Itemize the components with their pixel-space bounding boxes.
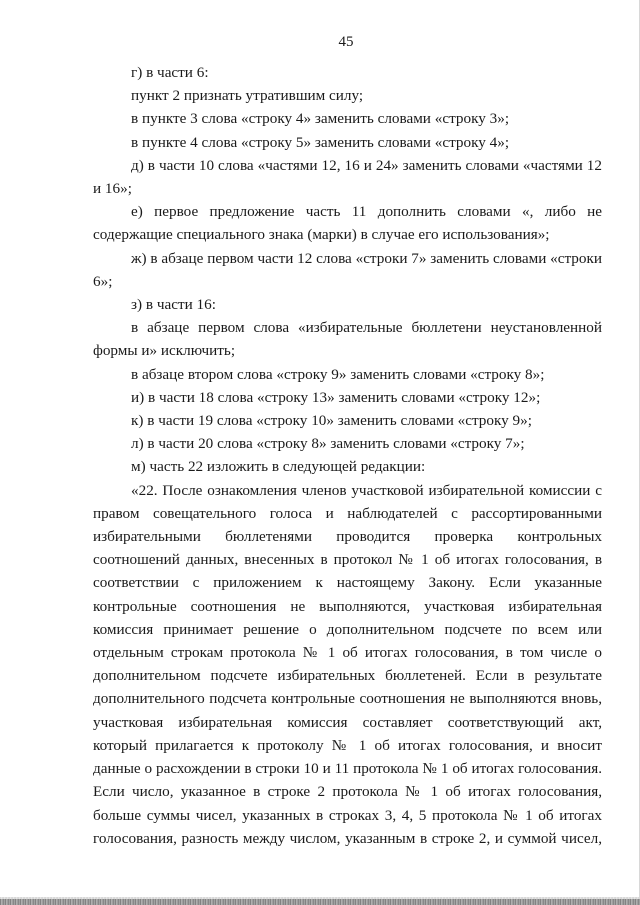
paragraph-l: л) в части 20 слова «строку 8» заменить словами «строку 7»;: [131, 435, 525, 453]
paragraph-g-item-2: в пункте 3 слова «строку 4» заменить словами «строку 3»;: [131, 110, 510, 128]
paragraph-g: г) в части 6:: [131, 64, 209, 81]
document-body: [93, 61, 602, 850]
paragraph-g-item-3: в пункте 4 слова «строку 5» заменить словами «строку 4»;: [131, 133, 510, 151]
paragraph-zh: ж) в абзаце первом части 12 слова «строки 7» заменить словами «строки 6»;: [93, 249, 602, 290]
paragraph-z: з) в части 16:: [131, 296, 216, 314]
paragraph-part-22: «22. После ознакомления членов участковой избирательной комиссии с правом совещательного голоса и наблюдателей с рассортированными избирательными бюллетенями проводится проверка контрольных соотношений данных, внесенных в протокол № 1 об итогах голосования, в соответствии с приложением к настоящему Закону. Если указанные контрольные соотношения не выполняются, участковая избирательная комиссия принимает решение о дополнительном подсчете по всем или отдельным строкам протокола № 1 об итогах голосования, в том числе о дополнительном подсчете избирательных бюллетеней. Если в результате дополнительного подсчета контрольные соотношения не выполняются вновь, участковая избирательная комиссия составляет соответствующий акт, который прилагается к протоколу № 1 об итогах голосования, и вносит данные о расхождении в строки 10 и 11 протокола № 1 об итогах голосования. Если число, указанное в строке 2 протокола № 1 об итогах голосования, больше суммы чисел, указанных в строках 3, 4, 5 протокола № 1 об итогах голосования, разность между числом, указанным в строке 2, и суммой чисел,: [93, 481, 602, 847]
page-number: 45: [338, 34, 354, 50]
paragraph-g-item-1: пункт 2 признать утратившим силу;: [131, 87, 364, 105]
scan-edge: [0, 899, 640, 905]
paragraph-m: м) часть 22 изложить в следующей редакции:: [131, 458, 426, 476]
paragraph-z-item-1: в абзаце первом слова «избирательные бюллетени неустановленной формы и» исключить;: [93, 319, 602, 360]
paragraph-e: е) первое предложение часть 11 дополнить словами «, либо не содержащие специального знака (марки) в случае его использования»;: [93, 203, 602, 244]
paragraph-d: д) в части 10 слова «частями 12, 16 и 24» заменить словами «частями 12 и 16»;: [93, 156, 602, 198]
paragraph-z-item-2: в абзаце втором слова «строку 9» заменить словами «строку 8»;: [131, 365, 545, 383]
paragraph-k: к) в части 19 слова «строку 10» заменить словами «строку 9»;: [131, 412, 532, 430]
paragraph-i: и) в части 18 слова «строку 13» заменить словами «строку 12»;: [131, 388, 541, 406]
